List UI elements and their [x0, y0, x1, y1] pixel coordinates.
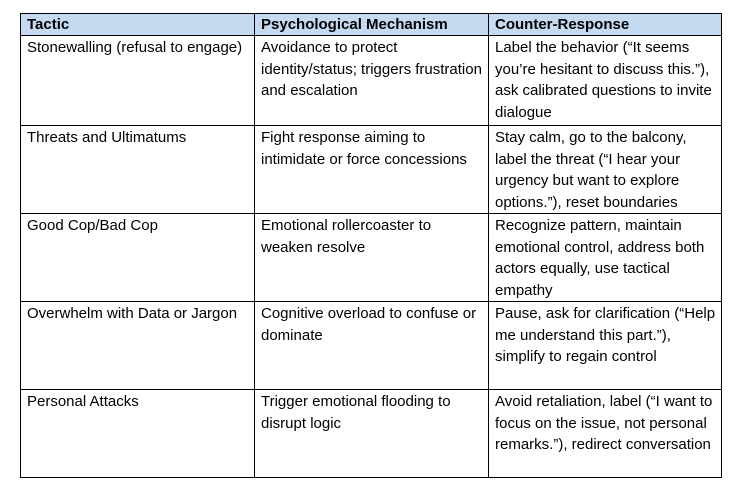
table-row [21, 302, 722, 390]
cell-counter-response: Pause, ask for clarification (“Help me understand this part.”), simplify to regain control [489, 302, 722, 390]
header-tactic: Tactic [21, 14, 255, 36]
cell-counter-response: Recognize pattern, maintain emotional control, address both actors equally, use tactical empathy [489, 214, 722, 302]
table-row [21, 126, 722, 214]
table-row [21, 214, 722, 302]
table-row [21, 390, 722, 478]
cell-counter-response: Label the behavior (“It seems you’re hesitant to discuss this.”), ask calibrated questions to invite dialogue [489, 36, 722, 126]
cell-tactic: Personal Attacks [21, 390, 255, 478]
header-counter-response: Counter-Response [489, 14, 722, 36]
cell-mechanism: Emotional rollercoaster to weaken resolve [255, 214, 489, 302]
cell-tactic: Overwhelm with Data or Jargon [21, 302, 255, 390]
cell-mechanism: Trigger emotional flooding to disrupt logic [255, 390, 489, 478]
cell-mechanism: Fight response aiming to intimidate or force concessions [255, 126, 489, 214]
cell-tactic: Good Cop/Bad Cop [21, 214, 255, 302]
tactics-table-container [20, 13, 722, 478]
cell-counter-response: Stay calm, go to the balcony, label the threat (“I hear your urgency but want to explore options.”), reset boundaries [489, 126, 722, 214]
cell-tactic: Threats and Ultimatums [21, 126, 255, 214]
cell-mechanism: Cognitive overload to confuse or dominate [255, 302, 489, 390]
cell-counter-response: Avoid retaliation, label (“I want to focus on the issue, not personal remarks.”), redirect conversation [489, 390, 722, 478]
cell-tactic: Stonewalling (refusal to engage) [21, 36, 255, 126]
tactics-table [20, 13, 722, 478]
header-psychological-mechanism: Psychological Mechanism [255, 14, 489, 36]
table-row [21, 36, 722, 126]
table-header-row [21, 14, 722, 36]
cell-mechanism: Avoidance to protect identity/status; triggers frustration and escalation [255, 36, 489, 126]
